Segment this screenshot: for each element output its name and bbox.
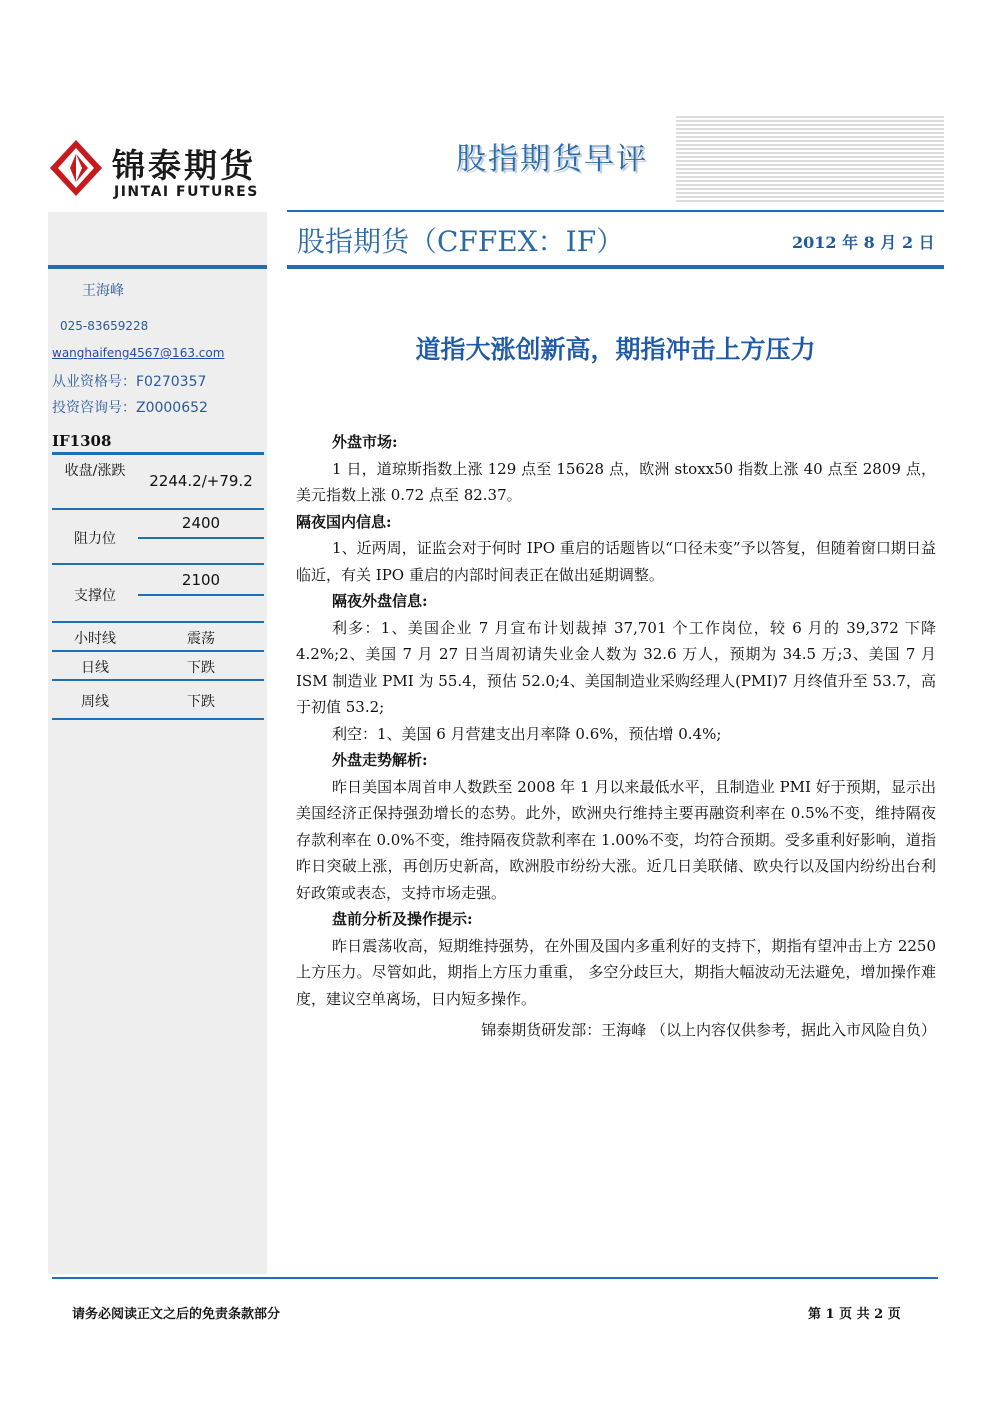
table-row-divider — [52, 679, 264, 681]
table-row-divider — [138, 537, 264, 539]
row-label-resistance: 阻力位 — [74, 531, 116, 547]
advisory-number: 投资咨询号：Z0000652 — [52, 400, 208, 416]
row-label-hourly: 小时线 — [74, 631, 116, 647]
report-headline: 道指大涨创新高，期指冲击上方压力 — [415, 335, 816, 364]
paragraph: 1 日，道琼斯指数上涨 129 点至 15628 点，欧洲 stoxx50 指数上涨 40 点至 2809 点，美元指数上涨 0.72 点至 82.37。 — [296, 459, 936, 504]
row-value-weekly: 下跌 — [187, 694, 215, 710]
author-note: 锦泰期货研发部：王海峰 （以上内容仅供参考，据此入市风险自负） — [481, 1021, 936, 1039]
section-heading: 外盘市场: — [332, 433, 398, 451]
paragraph: 昨日美国本周首申人数跌至 2008 年 1 月以来最低水平，且制造业 PMI 好于预期，显示出美国经济正保持强劲增长的态势。此外，欧洲央行维持主要再融资利率在 0.5%不变，维持隔夜存款利率在 0.0%不变，维持隔夜贷款利率在 1.00%不变，均符合预期。受多重利好影响，道指昨日突破上涨，再创历史新高，欧洲股市纷纷大涨。近几日美联储、欧央行以及国内纷纷出台利好政策或表态，支持市场走强。 — [296, 777, 936, 902]
section-heading: 隔夜国内信息: — [296, 512, 392, 531]
row-value-close: 2244.2/+79.2 — [149, 472, 253, 490]
table-row-divider — [52, 621, 264, 623]
header-stripes — [676, 116, 944, 202]
report-subtitle: 股指期货（CFFEX：IF） — [297, 225, 625, 258]
table-row-divider — [52, 508, 264, 510]
subtitle-divider — [287, 265, 944, 269]
sidebar-divider — [48, 265, 267, 269]
contract-code: IF1308 — [52, 432, 112, 450]
brand-name-cn: 锦泰期货 — [112, 146, 256, 185]
row-value-daily: 下跌 — [187, 660, 215, 676]
analyst-email-link[interactable]: wanghaifeng4567@163.com — [52, 346, 225, 360]
paragraph: 利空：1、美国 6 月营建支出月率降 0.6%，预估增 0.4%; — [332, 724, 722, 743]
paragraph: 昨日震荡收高，短期维持强势，在外围及国内多重利好的支持下，期指有望冲击上方 2250 上方压力。尽管如此，期指上方压力重重， 多空分歧巨大，期指大幅波动无法避免，增加操作难度，建议空单离场，日内短多操作。 — [296, 936, 936, 1008]
table-top-border — [52, 452, 264, 455]
row-label-close: 收盘/涨跌 — [64, 463, 126, 479]
license-number: 从业资格号：F0270357 — [52, 374, 207, 390]
report-type: 股指期货早评 — [456, 142, 648, 177]
jintai-diamond-icon — [48, 138, 104, 198]
row-value-hourly: 震荡 — [187, 631, 215, 647]
footer-divider — [52, 1277, 938, 1279]
company-logo — [48, 138, 278, 208]
section-heading: 隔夜外盘信息: — [332, 592, 428, 610]
table-bottom-border — [52, 718, 264, 720]
paragraph: 1、近两周，证监会对于何时 IPO 重启的话题皆以“口径未变”予以答复，但随着窗口期日益临近，有关 IPO 重启的内部时间表正在做出延期调整。 — [296, 539, 936, 584]
disclaimer-text: 请务必阅读正文之后的免责条款部分 — [72, 1307, 281, 1322]
report-date: 2012 年 8 月 2 日 — [792, 233, 935, 252]
paragraph: 利多：1、美国企业 7 月宣布计划裁掉 37,701 个工作岗位，较 6 月的 39,372 下降 4.2%;2、美国 7 月 27 日当周初请失业金人数为 32.6 万人，预期为 34.5 万;3、美国 7 月 ISM 制造业 PMI 为 55.4，预估 52.0;4、美国制造业采购经理人(PMI)7 月终值升至 53.7，高于初值 53.2; — [296, 618, 936, 716]
row-value-resistance: 2400 — [181, 514, 221, 532]
section-heading: 外盘走势解析: — [332, 751, 428, 769]
row-label-support: 支撑位 — [74, 588, 116, 604]
row-value-support: 2100 — [181, 571, 221, 589]
section-heading: 盘前分析及操作提示: — [332, 910, 473, 928]
table-row-divider — [52, 650, 264, 652]
row-label-daily: 日线 — [81, 660, 109, 676]
page-number: 第 1 页 共 2 页 — [808, 1307, 901, 1322]
header-divider — [287, 210, 944, 212]
table-row-divider — [52, 563, 264, 565]
report-body — [296, 429, 936, 1044]
row-label-weekly: 周线 — [81, 694, 109, 710]
table-row-divider — [138, 594, 264, 596]
analyst-name: 王海峰 — [82, 283, 124, 299]
brand-name-en: JINTAI FUTURES — [114, 184, 259, 200]
analyst-phone: 025-83659228 — [60, 319, 149, 333]
